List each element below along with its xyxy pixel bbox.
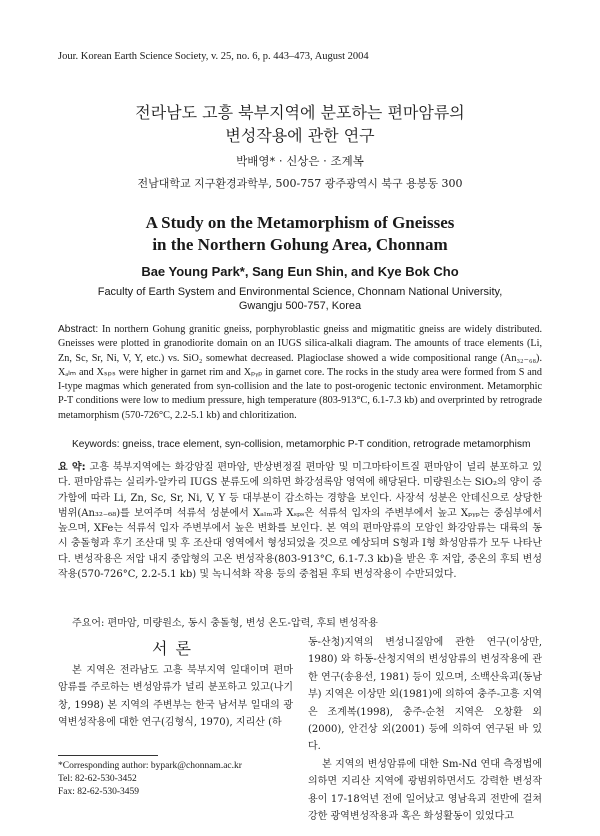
keywords-label: Keywords: [72,439,120,450]
korean-affiliation: 전남대학교 지구환경과학부, 500-757 광주광역시 북구 용봉동 300 [137,177,463,190]
english-authors: Bae Young Park*, Sang Eun Shin, and Kye Bok Cho [141,264,459,279]
section-title-introduction: 서론 [152,639,199,658]
abstract-label: Abstract: [58,324,99,335]
footnote-divider [58,755,158,756]
korean-keywords [72,614,542,629]
korean-title-line-1: 전라남도 고흥 북부지역에 분포하는 편마암류의 [135,103,465,122]
footnote-tel: Tel: 82-62-530-3452 [58,774,137,784]
intro-left-column: 본 지역은 전라남도 고흥 북부지역 일대이며 편마암류를 주로하는 변성암류가 널리 분포하고 있고(나기창, 1998) 본 지역의 주변부는 한국 남서부 일대의 광역변성작용에 대한 연구(김형식, 1970), 지리산 (하 [58,665,293,729]
korean-abstract-label: 요 약: [58,462,86,473]
english-title-line-1: A Study on the Metamorphism of Gneisses [145,213,455,232]
intro-right-paragraph-1: 동-산청)지역의 변성니질암에 관한 연구(이상만, 1980) 와 하동-산청지역의 변성암류의 변성작용에 관한 연구(송용선, 1981) 등이 있으며, 소백산육괴(동남부) 지역은 이상만 외(1981)에 의하여 충주-고흥 지역은 조계복(1998), 충주-순천 지역은 오창환 외(2000), 안건상 외(2001) 등에 의하여 연구된 바 있다. [308,637,542,753]
english-abstract [58,323,542,423]
english-keywords [72,439,542,450]
english-affiliation-line-2: Gwangju 500-757, Korea [238,300,362,312]
journal-citation: Jour. Korean Earth Science Society, v. 25, no. 6, p. 443–473, August 2004 [58,51,369,62]
korean-title-line-2: 변성작용에 관한 연구 [225,126,375,145]
keywords-text: gneiss, trace element, syn-collision, metamorphic P-T condition, retrograde metamorphism [119,439,531,450]
footnote-fax: Fax: 82-62-530-3459 [58,787,140,797]
footnote-corresponding-author: *Corresponding author: bypark@chonnam.ac.kr [58,761,242,771]
intro-right-paragraph-2: 본 지역의 변성암류에 대한 Sm-Nd 연대 측정법에 의하면 지리산 지역에 광범위하면서도 강력한 변성작용이 17-18억년 전에 일어났고 영남육괴 전반에 걸쳐 강한 광역변성작용과 혹은 화성활동이 있었다고 [308,758,542,823]
korean-authors: 박배영* · 신상은 · 조계복 [236,154,364,168]
korean-keywords-text: 편마암, 미량원소, 동시 충돌형, 변성 온도-압력, 후퇴 변성작용 [104,618,378,629]
abstract-text: In northern Gohung granitic gneiss, porphyroblastic gneiss and migmatitic gneiss are widely distributed. Gneisses were plotted in granodiorite domain on an IUGS silica-alkali diagram. The amounts of trace elements (Li, Zn, Sc, Sr, Ni, V, Y, etc.) vs. SiO₂ somewhat decreased. Plagioclase showed a wide compositional range (An₃₂₋₆₈). Xₐₗₘ and Xₛₚₛ were higher in garnet rim and Xₚᵧₚ in garnet core. The rocks in the study area were formed from S and I-type magmas which generated from syn-collision and the late to post-orogenic tectonic environment. Metamorphic P-T conditions were low to medium pressure, high temperature (803-913°C, 6.1-7.3 kb) and overprinted by retrograde metamorphism (570-726°C, 2.2-5.1 kb) and chloritization. [58,324,542,421]
korean-abstract [58,460,542,582]
english-title-line-2: in the Northern Gohung Area, Chonnam [152,235,448,254]
korean-abstract-text: 고흥 북부지역에는 화강암질 편마암, 반상변정질 편마암 및 미그마타이트질 편마암이 널리 분포하고 있다. 편마암류는 실리카-알카리 IUGS 분류도에 의하면 화강섬록암 영역에 해당된다. 미량원소는 SiO₂의 양이 증가함에 따라 Li, Zn, Sc, Sr, Ni, V, Y 등 대부분이 감소하는 경향을 보인다. 사장석 성분은 안데신으로 상당한 범위(An₃₂₋₆₈)를 보여주며 석류석 성분에서 Xₐₗₘ과 Xₛₚₛ은 석류석 입자의 주변부에서 높고 Xₚᵧₚ는 중심부에서 높으며, XFe는 석류석 입자 주변부에서 높은 변화를 보인다. 본 역의 편마암류의 모암인 화강암류는 대륙의 동시 충돌형과 후기 조산대 및 후 조산대 영역에서 형성되었을 것으로 예상되며 S형과 I형 화성암류가 모두 나타난다. 변성작용은 저압 내지 중압형의 고온 변성작용(803-913°C, 6.1-7.3 kb)을 받은 후 저압, 중온의 후퇴 변성작용(570-726°C, 2.2-5.1 kb) 및 녹니석화 작용 등의 중첩된 후퇴 변성작용이 수반되었다. [58,462,542,581]
korean-keywords-label: 주요어: [72,618,105,629]
intro-right-column [308,634,542,825]
english-affiliation-line-1: Faculty of Earth System and Environmental Science, Chonnam National University, [97,286,503,298]
